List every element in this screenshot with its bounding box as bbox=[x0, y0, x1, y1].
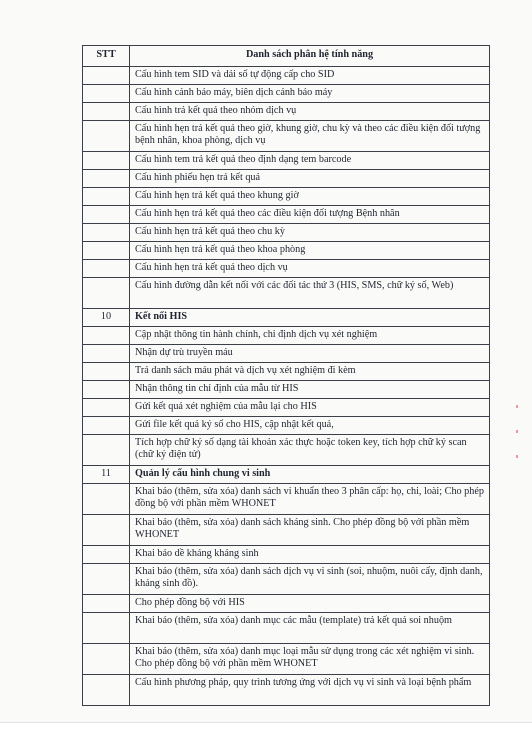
row-stt bbox=[83, 417, 130, 435]
feature-item: Cấu hình hẹn trả kết quả theo khoa phòng bbox=[130, 242, 490, 260]
margin-mark bbox=[516, 430, 518, 433]
feature-item: Nhận dự trù truyền máu bbox=[130, 345, 490, 363]
table-row bbox=[83, 435, 490, 466]
row-stt bbox=[83, 260, 130, 278]
feature-item: Khai báo (thêm, sửa xóa) danh mục các mẫu (template) trả kết quả soi nhuộm bbox=[130, 613, 490, 644]
feature-item: Cấu hình hẹn trả kết quả theo giờ, khung giờ, chu kỳ và theo các điều kiện đối tượng bệnh nhân, khoa phòng, dịch vụ bbox=[130, 121, 490, 152]
table-row bbox=[83, 546, 490, 564]
feature-item: Trả danh sách máu phát và dịch vụ xét nghiệm đi kèm bbox=[130, 363, 490, 381]
row-stt bbox=[83, 613, 130, 644]
section-title: Kết nối HIS bbox=[130, 309, 490, 327]
row-stt bbox=[83, 435, 130, 466]
row-stt bbox=[83, 327, 130, 345]
row-stt bbox=[83, 224, 130, 242]
row-stt bbox=[83, 644, 130, 675]
section-row bbox=[83, 309, 490, 327]
table-row bbox=[83, 103, 490, 121]
feature-item: Khai báo (thêm, sửa xóa) danh mục loại mẫu sử dụng trong các xét nghiệm vi sinh. Cho phép đồng bộ với phần mềm WHONET bbox=[130, 644, 490, 675]
table-row bbox=[83, 152, 490, 170]
feature-item: Gửi file kết quả ký số cho HIS, cập nhật kết quả, bbox=[130, 417, 490, 435]
table-row bbox=[83, 206, 490, 224]
row-stt bbox=[83, 381, 130, 399]
row-stt bbox=[83, 67, 130, 85]
table-row bbox=[83, 85, 490, 103]
feature-item: Cho phép đồng bộ với HIS bbox=[130, 595, 490, 613]
feature-item: Cấu hình hẹn trả kết quả theo dịch vụ bbox=[130, 260, 490, 278]
row-stt bbox=[83, 515, 130, 546]
feature-item: Cấu hình phương pháp, quy trình tương ứng với dịch vụ vi sinh và loại bệnh phẩm bbox=[130, 675, 490, 706]
row-stt bbox=[83, 595, 130, 613]
section-title: Quản lý cấu hình chung vi sinh bbox=[130, 466, 490, 484]
row-stt bbox=[83, 152, 130, 170]
table-header-row bbox=[83, 46, 490, 67]
table-row bbox=[83, 399, 490, 417]
feature-table bbox=[82, 45, 490, 706]
row-stt bbox=[83, 345, 130, 363]
row-stt bbox=[83, 484, 130, 515]
table-row bbox=[83, 242, 490, 260]
feature-item: Tích hợp chữ ký số dạng tài khoản xác thực hoặc token key, tích hợp chữ ký scan (chữ ký điện tử) bbox=[130, 435, 490, 466]
row-stt bbox=[83, 103, 130, 121]
row-stt bbox=[83, 546, 130, 564]
row-stt bbox=[83, 170, 130, 188]
row-stt bbox=[83, 564, 130, 595]
feature-item: Khai báo dề kháng kháng sinh bbox=[130, 546, 490, 564]
table-row bbox=[83, 345, 490, 363]
row-stt bbox=[83, 188, 130, 206]
table-row bbox=[83, 121, 490, 152]
row-stt bbox=[83, 675, 130, 706]
table-row bbox=[83, 260, 490, 278]
table-row bbox=[83, 170, 490, 188]
table-row bbox=[83, 327, 490, 345]
row-stt bbox=[83, 242, 130, 260]
table-row bbox=[83, 224, 490, 242]
feature-item: Gửi kết quả xét nghiệm của mẫu lại cho HIS bbox=[130, 399, 490, 417]
table-row bbox=[83, 484, 490, 515]
table-row bbox=[83, 613, 490, 644]
table-row bbox=[83, 675, 490, 706]
table-body bbox=[83, 67, 490, 706]
table-row bbox=[83, 381, 490, 399]
feature-item: Cập nhật thông tin hành chính, chỉ định dịch vụ xét nghiệm bbox=[130, 327, 490, 345]
feature-item: Khai báo (thêm, sửa xóa) danh sách vi khuẩn theo 3 phân cấp: họ, chi, loài; Cho phép đồng bộ với phần mềm WHONET bbox=[130, 484, 490, 515]
table-row bbox=[83, 417, 490, 435]
feature-item: Cấu hình tem SID và dải số tự động cấp cho SID bbox=[130, 67, 490, 85]
feature-item: Cấu hình hẹn trả kết quả theo chu kỳ bbox=[130, 224, 490, 242]
row-stt bbox=[83, 363, 130, 381]
feature-item: Cấu hình hẹn trả kết quả theo khung giờ bbox=[130, 188, 490, 206]
row-stt bbox=[83, 121, 130, 152]
margin-mark bbox=[516, 455, 518, 458]
row-stt: 10 bbox=[83, 309, 130, 327]
feature-item: Cấu hình tem trả kết quả theo định dạng tem barcode bbox=[130, 152, 490, 170]
row-stt bbox=[83, 399, 130, 417]
table-row bbox=[83, 67, 490, 85]
table-row bbox=[83, 564, 490, 595]
feature-item: Khai báo (thêm, sửa xóa) danh sách kháng sinh. Cho phép đồng bộ với phần mềm WHONET bbox=[130, 515, 490, 546]
feature-item: Cấu hình trả kết quả theo nhóm dịch vụ bbox=[130, 103, 490, 121]
row-stt bbox=[83, 278, 130, 309]
header-stt: STT bbox=[83, 46, 130, 67]
feature-item: Cấu hình cảnh báo máy, biên dịch cảnh báo máy bbox=[130, 85, 490, 103]
next-page-edge bbox=[0, 722, 532, 745]
row-stt bbox=[83, 85, 130, 103]
table-row bbox=[83, 278, 490, 309]
margin-mark bbox=[516, 405, 518, 408]
table-row bbox=[83, 644, 490, 675]
feature-item: Cấu hình phiếu hẹn trả kết quả bbox=[130, 170, 490, 188]
row-stt: 11 bbox=[83, 466, 130, 484]
feature-item: Nhận thông tin chỉ định của mẫu từ HIS bbox=[130, 381, 490, 399]
header-feature-list: Danh sách phân hệ tính năng bbox=[130, 46, 490, 67]
section-row bbox=[83, 466, 490, 484]
feature-item: Khai báo (thêm, sửa xóa) danh sách dịch vụ vi sinh (soi, nhuộm, nuôi cấy, định danh, kháng sinh đồ). bbox=[130, 564, 490, 595]
table-row bbox=[83, 363, 490, 381]
table-row bbox=[83, 188, 490, 206]
feature-item: Cấu hình hẹn trả kết quả theo các điều kiện đối tượng Bệnh nhân bbox=[130, 206, 490, 224]
table-row bbox=[83, 595, 490, 613]
table-row bbox=[83, 515, 490, 546]
row-stt bbox=[83, 206, 130, 224]
feature-item: Cấu hình đường dẫn kết nối với các đối tác thứ 3 (HIS, SMS, chữ ký số, Web) bbox=[130, 278, 490, 309]
